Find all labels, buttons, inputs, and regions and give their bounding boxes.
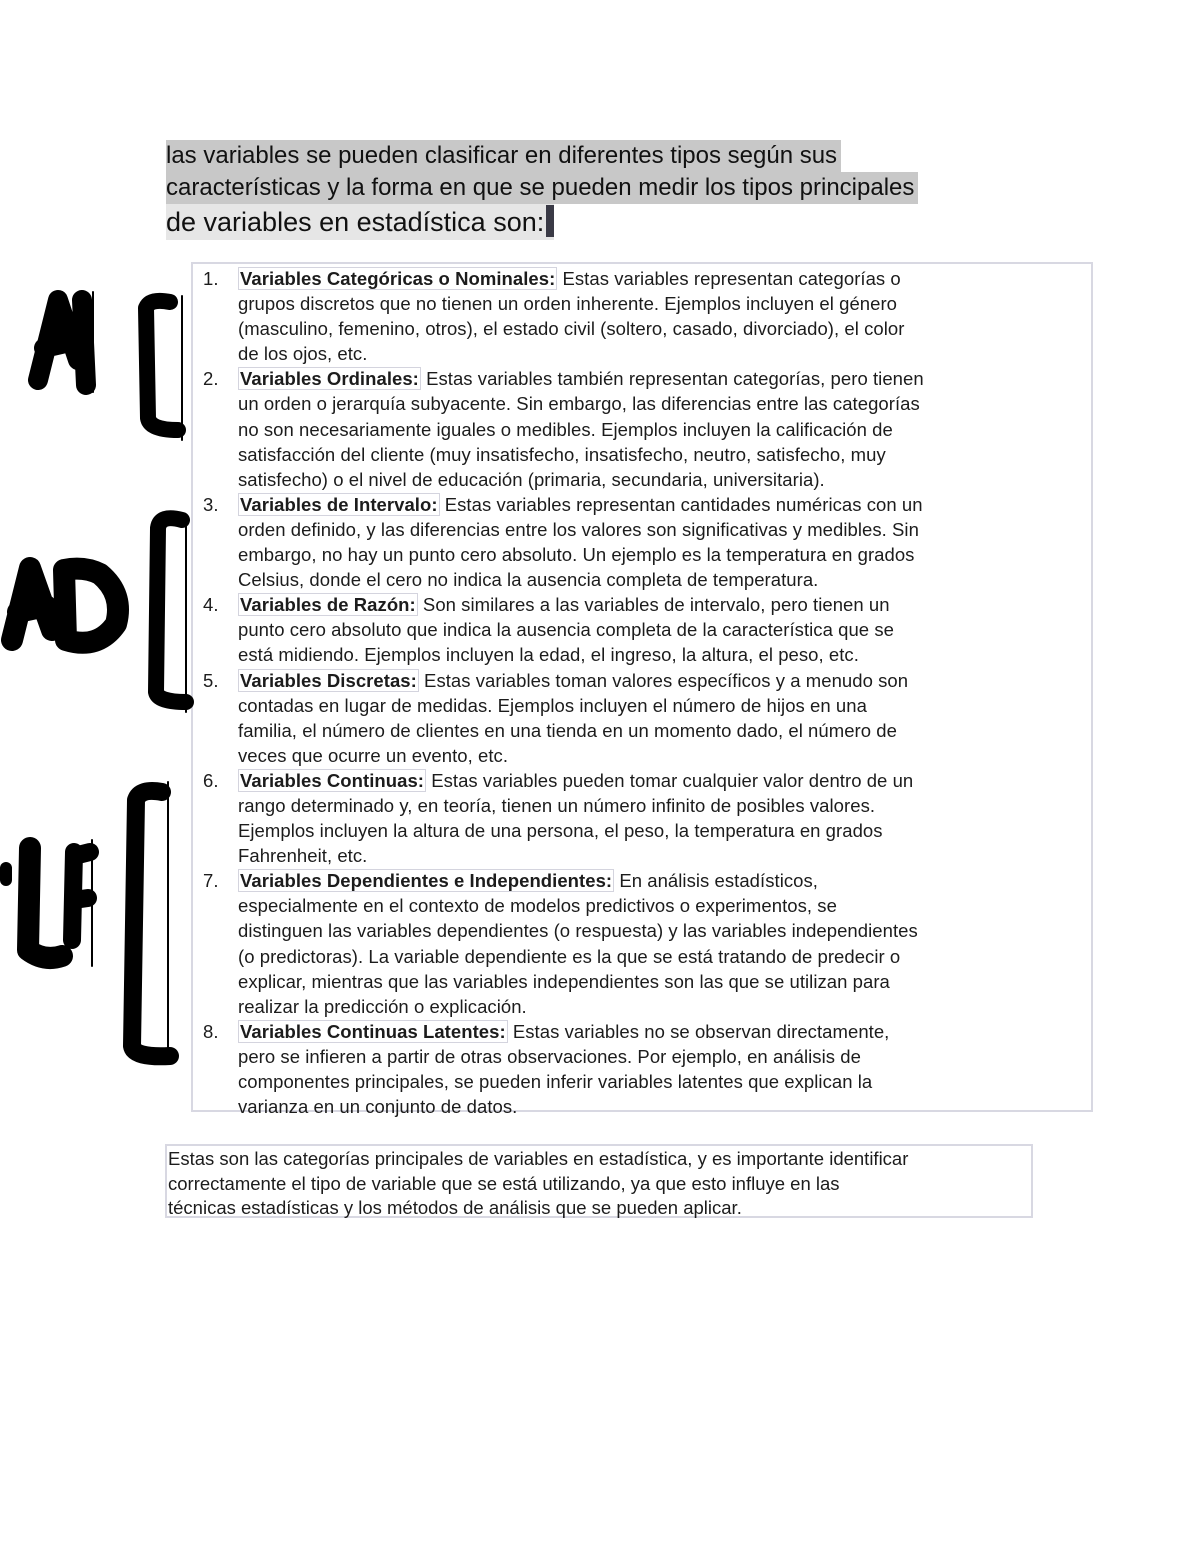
list-item-line: [238, 266, 1093, 291]
list-item-term: Variables Continuas Latentes:: [240, 1020, 506, 1042]
list-item-number: 8.: [203, 1020, 219, 1042]
list-item-number: 2.: [203, 368, 219, 390]
list-item-line: (o predictoras). La variable dependiente es la que se está tratando de predecir o: [238, 945, 901, 967]
list-item-number: 1.: [203, 268, 219, 289]
list-item: [193, 266, 1093, 366]
variable-types-list-box[interactable]: [191, 262, 1093, 1118]
list-item-line: [238, 868, 1093, 893]
list-item-line: [238, 366, 1093, 391]
list-item-term: Variables de Razón:: [240, 594, 416, 616]
list-item-line: contadas en lugar de medidas. Ejemplos incluyen el número de hijos en una: [238, 694, 867, 716]
list-item-number: 3.: [203, 493, 219, 515]
list-item-number: 6.: [203, 769, 219, 791]
list-item: [193, 492, 1093, 592]
list-item-line: componentes principales, se pueden inferir variables latentes que explican la: [238, 1071, 873, 1092]
heading-line-2: características y la forma en que se pueden medir los tipos principales: [166, 172, 918, 204]
list-item-term: Variables Ordinales:: [240, 368, 419, 390]
handwritten-letter-icon: [38, 300, 86, 385]
list-item-text: Estas variables toman valores específicos y a menudo son: [418, 669, 909, 691]
list-item-line: Ejemplos incluyen la altura de una persona, el peso, la temperatura en grados: [238, 820, 883, 842]
list-item-line: satisfacción del cliente (muy insatisfecho, insatisfecho, neutro, satisfecho, muy: [238, 443, 886, 465]
list-item-line: pero se infieren a partir de otras observaciones. Por ejemplo, en análisis de: [238, 1045, 861, 1067]
list-item-line: [238, 668, 1093, 693]
list-item-line: [238, 1019, 1093, 1044]
list-item-line: especialmente en el contexto de modelos predictivos o experimentos, se: [238, 895, 837, 917]
list-item-line: de los ojos, etc.: [238, 343, 368, 365]
list-item-line: [238, 592, 1093, 617]
heading-line-3: [166, 204, 554, 240]
list-item-text: Estas variables representan categorías o: [557, 268, 901, 289]
list-item-line: está midiendo. Ejemplos incluyen la edad, el ingreso, la altura, el peso, etc.: [238, 644, 859, 666]
variable-types-list: [193, 266, 1093, 1119]
list-item: [193, 366, 1093, 491]
list-item-term: Variables Continuas:: [240, 769, 424, 791]
list-item-line: rango determinado y, en teoría, tienen un número infinito de posibles valores.: [238, 794, 876, 816]
closing-line: Estas son las categorías principales de variables en estadística, y es importante identificar: [168, 1148, 909, 1169]
list-item-line: familia, el número de clientes en una tienda en un momento dado, el número de: [238, 719, 897, 741]
list-item-line: orden definido, y las diferencias entre los valores son significativas y medibles. Sin: [238, 518, 919, 540]
list-item-term: Variables Dependientes e Independientes:: [240, 870, 613, 892]
handwritten-letter-icon: [28, 848, 62, 958]
list-item-text: Estas variables pueden tomar cualquier valor dentro de un: [426, 769, 914, 791]
list-item-line: [238, 492, 1093, 517]
list-item-line: satisfecho) o el nivel de educación (primaria, secundaria, universitaria).: [238, 468, 825, 490]
handwritten-bracket-icon: [156, 518, 186, 702]
handwritten-letter-icon: [64, 569, 118, 643]
closing-line: correctamente el tipo de variable que se está utilizando, ya que esto influye en las: [168, 1172, 840, 1194]
list-item-term: Variables de Intervalo:: [240, 493, 438, 515]
list-item-line: (masculino, femenino, otros), el estado civil (soltero, casado, divorciado), el color: [238, 318, 905, 340]
text-cursor: [546, 205, 554, 237]
list-item-term: Variables Categóricas o Nominales:: [240, 268, 556, 289]
list-item-line: punto cero absoluto que indica la ausencia completa de la característica que se: [238, 619, 894, 641]
handwritten-bracket-icon: [132, 791, 170, 1056]
list-item: [193, 668, 1093, 768]
list-item-text: Son similares a las variables de intervalo, pero tienen un: [417, 594, 890, 616]
list-item-number: 5.: [203, 669, 219, 691]
handwritten-letter-icon: [72, 852, 90, 940]
list-item-text: Estas variables también representan categorías, pero tienen: [420, 368, 924, 390]
list-item-line: veces que ocurre un evento, etc.: [238, 744, 509, 766]
list-item-text: Estas variables representan cantidades numéricas con un: [439, 493, 923, 515]
list-item-line: un orden o jerarquía subyacente. Sin embargo, las diferencias entre las categorías: [238, 393, 920, 415]
closing-line: técnicas estadísticas y los métodos de análisis que se pueden aplicar.: [168, 1197, 742, 1218]
list-item-number: 7.: [203, 870, 219, 892]
list-item-line: [238, 768, 1093, 793]
list-item-number: 4.: [203, 594, 219, 616]
list-item-line: varianza en un conjunto de datos.: [238, 1096, 518, 1118]
list-item-line: embargo, no hay un punto cero absoluto. Un ejemplo es la temperatura en grados: [238, 544, 915, 566]
handwritten-annotations: [0, 0, 200, 1120]
heading-line-3-text: de variables en estadística son:: [166, 207, 545, 237]
list-item-line: grupos discretos que no tienen un orden inherente. Ejemplos incluyen el género: [238, 293, 898, 315]
list-item-text: En análisis estadísticos,: [614, 870, 818, 892]
heading-line-1: las variables se pueden clasificar en diferentes tipos según sus: [166, 140, 841, 172]
list-item-line: explicar, mientras que las variables independientes son las que se utilizan para: [238, 970, 890, 992]
list-item-term: Variables Discretas:: [240, 669, 417, 691]
list-item-line: distinguen las variables dependientes (o respuesta) y las variables independientes: [238, 920, 918, 942]
list-item: [193, 592, 1093, 667]
list-item: [193, 768, 1093, 868]
list-item-line: no son necesariamente iguales o medibles. Ejemplos incluyen la calificación de: [238, 418, 893, 440]
closing-paragraph[interactable]: [165, 1144, 1033, 1218]
intro-heading[interactable]: [166, 140, 1046, 240]
list-item-line: Fahrenheit, etc.: [238, 845, 368, 867]
list-item: [193, 868, 1093, 1019]
list-item: [193, 1019, 1093, 1119]
handwritten-bracket-icon: [146, 301, 178, 430]
handwritten-letter-icon: [12, 568, 52, 640]
list-item-line: Celsius, donde el cero no indica la ausencia completa de temperatura.: [238, 569, 819, 591]
list-item-text: Estas variables no se observan directamente,: [507, 1020, 890, 1042]
list-item-line: realizar la predicción o explicación.: [238, 995, 527, 1017]
